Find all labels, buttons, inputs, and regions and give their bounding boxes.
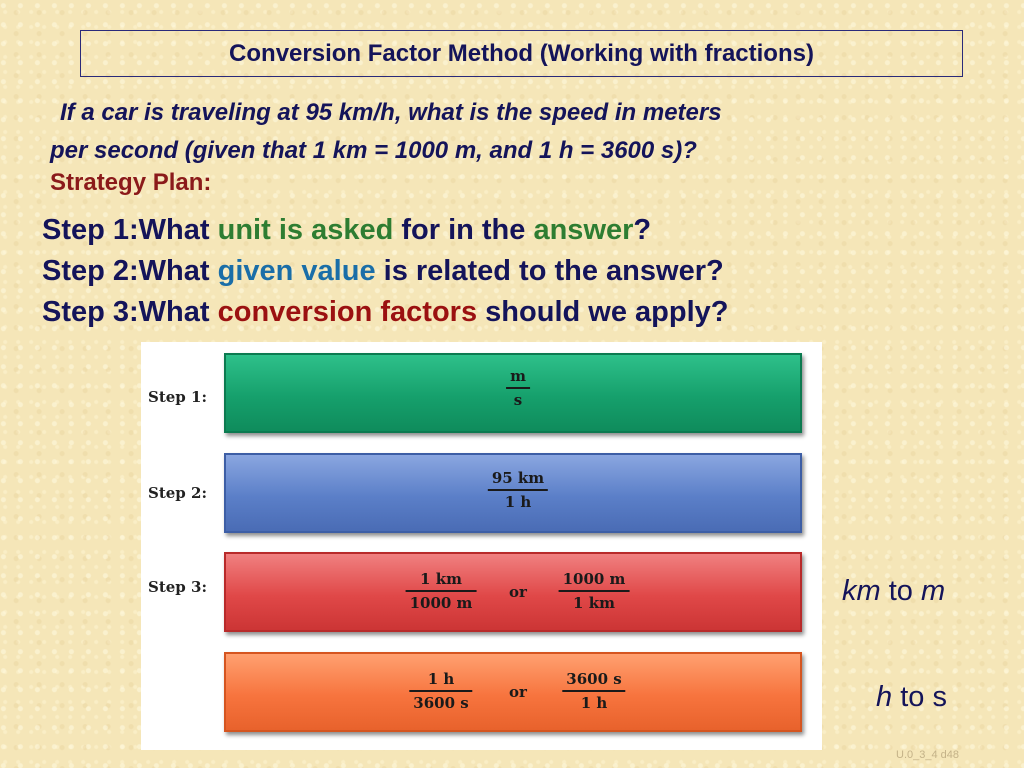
step-3b-right-fraction	[562, 668, 625, 714]
fraction-denominator: 3600 s	[413, 693, 469, 712]
km-to-m-note	[842, 575, 945, 608]
step-3-prefix: Step 3:What	[42, 296, 218, 328]
step-3-question	[42, 296, 728, 329]
step-3a-bar	[224, 552, 802, 632]
step-1-bar	[224, 353, 802, 433]
step-1-suffix: ?	[633, 214, 652, 246]
fraction-denominator: 1 h	[504, 492, 532, 511]
fraction-numerator: 3600 s	[566, 670, 622, 688]
step-2-fraction	[488, 467, 548, 513]
fraction-numerator: 1000 m	[562, 570, 626, 588]
step-3a-left-fraction	[406, 568, 477, 614]
step-2-suffix: is related to the answer?	[375, 255, 724, 287]
step-1-fraction	[506, 365, 530, 411]
note-from-unit: km	[842, 575, 881, 607]
h-to-s-note	[876, 681, 947, 714]
fraction-denominator: 1 km	[573, 593, 615, 612]
diagram-step-2-label: Step 2:	[148, 484, 207, 502]
step-2-prefix: Step 2:What	[42, 255, 218, 287]
question-text	[50, 94, 960, 170]
question-line-2: per second (given that 1 km = 1000 m, and 1 h = 3600 s)?	[50, 137, 697, 164]
note-to-word: to	[880, 575, 921, 607]
or-word: or	[509, 583, 527, 601]
diagram-step-3-label: Step 3:	[148, 578, 207, 596]
note-to-unit: m	[920, 575, 946, 607]
title-box	[80, 30, 963, 77]
steps-diagram	[141, 342, 822, 750]
or-word: or	[509, 683, 527, 701]
step-1-question	[42, 214, 651, 247]
step-3-suffix: should we apply?	[477, 296, 729, 328]
note-to-text: to s	[892, 681, 947, 713]
fraction-numerator: 1 h	[427, 670, 455, 688]
step-1-highlight-answer: answer	[533, 214, 634, 246]
step-3-highlight: conversion factors	[217, 296, 478, 328]
step-2-highlight: given value	[217, 255, 376, 287]
fraction-denominator: s	[513, 390, 523, 409]
diagram-step-1-label: Step 1:	[148, 388, 207, 406]
fraction-numerator: 1 km	[420, 570, 462, 588]
step-2-question	[42, 255, 724, 288]
fraction-denominator: 1000 m	[409, 593, 473, 612]
fraction-numerator: 95 km	[491, 469, 545, 487]
slide-title: Conversion Factor Method (Working with fractions)	[229, 39, 814, 67]
question-line-1: If a car is traveling at 95 km/h, what is the speed in meters	[60, 99, 722, 126]
fraction-denominator: 1 h	[580, 693, 608, 712]
step-1-prefix: Step 1:What	[42, 214, 218, 246]
step-3b-left-fraction	[409, 668, 472, 714]
slide-footer: U.0_3_4 d48	[896, 749, 959, 761]
step-1-highlight: unit is asked	[217, 214, 394, 246]
step-2-bar	[224, 453, 802, 533]
step-3a-right-fraction	[559, 568, 630, 614]
step-1-middle: for in the	[393, 214, 534, 246]
step-3b-bar	[224, 652, 802, 732]
fraction-numerator: m	[510, 367, 526, 385]
strategy-label: Strategy Plan:	[50, 169, 212, 196]
note-from-unit: h	[876, 681, 893, 713]
